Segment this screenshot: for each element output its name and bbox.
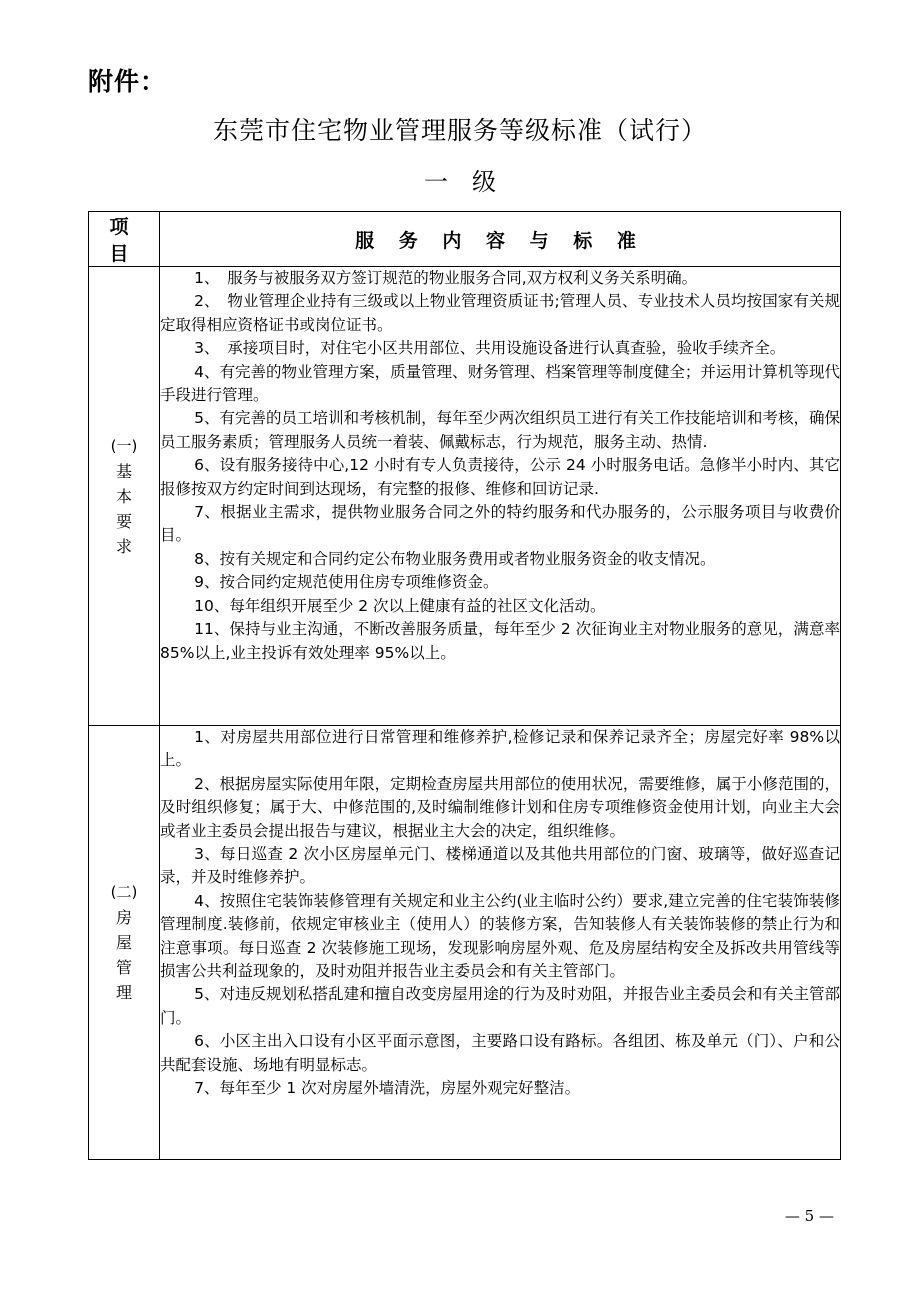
section-name-char: 房 — [115, 908, 132, 927]
standard-item: 10、每年组织开展至少 2 次以上健康有益的社区文化活动。 — [194, 596, 606, 615]
section-name-char: 求 — [115, 536, 132, 556]
standard-item: 11、保持与业主沟通，不断改善服务质量，每年至少 2 次征询业主对物业服务的意见，满意率 85%以上,业主投诉有效处理率 95%以上。 — [160, 620, 840, 662]
column-header-content: 服 务 内 容 与 标 准 — [160, 212, 841, 267]
standard-item: 3、每日巡查 2 次小区房屋单元门、楼梯通道以及其他共用部位的门窗、玻璃等，做好巡查记录，并及时维修养护。 — [160, 845, 840, 887]
standard-item: 4、有完善的物业管理方案，质量管理、财务管理、档案管理等制度健全；并运用计算机等现代手段进行管理。 — [160, 362, 840, 405]
section-name-char: 本 — [115, 486, 132, 506]
section-name-char: 屋 — [115, 933, 132, 952]
table-header-row — [89, 212, 841, 267]
standard-item: 5、对违反规划私搭乱建和擅自改变房屋用途的行为及时劝阻，并报告业主委员会和有关主管部门。 — [160, 985, 840, 1027]
attachment-label: 附件： — [88, 67, 167, 96]
section-name-char: 要 — [115, 511, 132, 531]
page-number: — 5 — — [784, 1207, 834, 1225]
section-content-basic-requirements — [160, 267, 841, 726]
service-level-heading: 一 级 — [424, 168, 496, 196]
section-name-char: 理 — [115, 983, 132, 1002]
standard-item: 2、根据房屋实际使用年限，定期检查房屋共用部位的使用状况，需要维修，属于小修范围的，及时组织修复；属于大、中修范围的,及时编制维修计划和住房专项维修资金使用计划，向业主大会或者业主委员会提出报告与建议，根据业主大会的决定，组织维修。 — [160, 774, 840, 840]
section-label-basic-requirements — [89, 267, 160, 726]
standard-item: 7、根据业主需求，提供物业服务合同之外的特约服务和代办服务的，公示服务项目与收费价目。 — [160, 503, 840, 545]
standard-item: 9、按合同约定规范使用住房专项维修资金。 — [194, 573, 499, 592]
standard-item: 1、 服务与被服务双方签订规范的物业服务合同,双方权利义务关系明确。 — [194, 269, 698, 287]
standard-item: 5、有完善的员工培训和考核机制，每年至少两次组织员工进行有关工作技能培训和考核，确保员工服务素质；管理服务人员统一着装、佩戴标志，行为规范，服务主动、热情. — [160, 409, 840, 451]
section-name-char: 管 — [115, 958, 132, 977]
column-header-item: 项 目 — [89, 212, 160, 267]
service-standard-table — [88, 211, 841, 1160]
table-row-basic-requirements — [89, 267, 841, 726]
standard-item: 8、按有关规定和合同约定公布物业服务费用或者物业服务资金的收支情况。 — [194, 549, 716, 568]
standard-item: 2、 物业管理企业持有三级或以上物业管理资质证书;管理人员、专业技术人员均按国家有关规定取得相应资格证书或岗位证书。 — [160, 292, 840, 334]
standard-item: 1、对房屋共用部位进行日常管理和维修养护,检修记录和保养记录齐全；房屋完好率 98%以上。 — [160, 728, 840, 770]
section-number: (二) — [110, 883, 138, 901]
standard-item: 7、每年至少 1 次对房屋外墙清洗，房屋外观完好整洁。 — [194, 1079, 581, 1098]
document-title: 东莞市住宅物业管理服务等级标准（试行） — [212, 116, 707, 145]
section-content-house-management — [160, 726, 841, 1160]
section-number: (一) — [110, 436, 138, 455]
standard-item: 6、小区主出入口设有小区平面示意图，主要路口设有路标。各组团、栋及单元（门）、户和公共配套设施、场地有明显标志。 — [160, 1032, 840, 1074]
standard-item: 6、设有服务接待中心,12 小时有专人负责接待，公示 24 小时服务电话。急修半小时内、其它报修按双方约定时间到达现场，有完整的报修、维修和回访记录. — [160, 456, 840, 498]
section-name-char: 基 — [115, 461, 132, 481]
table-row-house-management — [89, 726, 841, 1160]
section-label-house-management — [89, 726, 160, 1160]
standard-item: 4、按照住宅装饰装修管理有关规定和业主公约(业主临时公约）要求,建立完善的住宅装饰装修管理制度.装修前，依规定审核业主（使用人）的装修方案，告知装修人有关装饰装修的禁止行为和注意事项。每日巡查 2 次装修施工现场，发现影响房屋外观、危及房屋结构安全及拆改共用管线等损害公共利益现象的，及时劝阻并报告业主委员会和有关主管部门。 — [160, 891, 840, 981]
standard-item: 3、 承接项目时，对住宅小区共用部位、共用设施设备进行认真查验，验收手续齐全。 — [194, 339, 786, 358]
